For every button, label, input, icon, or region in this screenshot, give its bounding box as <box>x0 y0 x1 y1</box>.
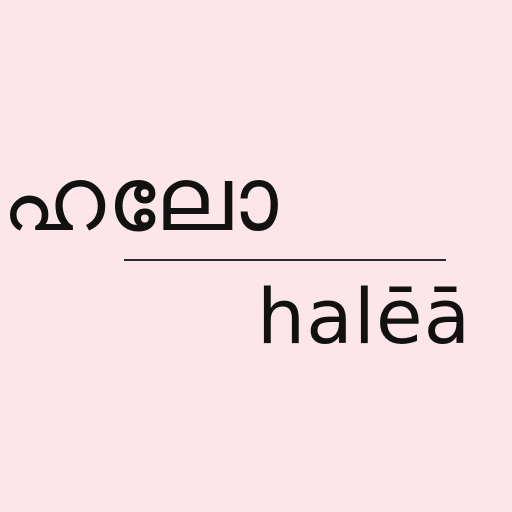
divider-line <box>124 259 446 261</box>
transliteration-text: halēā <box>257 272 472 361</box>
malayalam-word: ഹലോ <box>2 147 280 252</box>
